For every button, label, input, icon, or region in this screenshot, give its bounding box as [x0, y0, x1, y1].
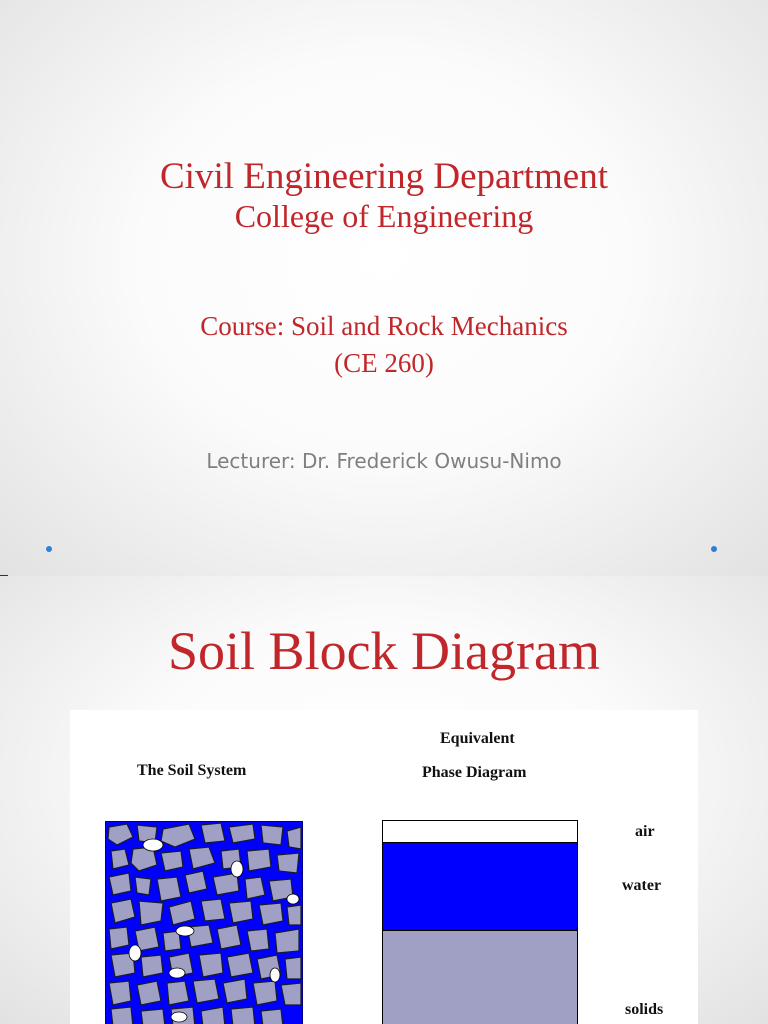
- phase-diagram: [382, 820, 578, 1024]
- slide-title: Soil Block Diagram: [168, 621, 600, 681]
- phase-solids-block: [383, 931, 577, 1024]
- phase-air-label: air: [635, 823, 655, 840]
- bullet-dot-icon: [46, 546, 52, 552]
- bullet-dot-icon: [711, 546, 717, 552]
- phase-solids-label: solids: [625, 1001, 664, 1018]
- soil-system-label: The Soil System: [137, 762, 247, 779]
- lecturer-name: Lecturer: Dr. Frederick Owusu-Nimo: [206, 449, 562, 473]
- phase-diagram-label: Phase Diagram: [422, 764, 527, 781]
- equivalent-label: Equivalent: [440, 730, 515, 747]
- course-name: Course: Soil and Rock Mechanics: [200, 311, 568, 341]
- phase-water-block: [383, 843, 577, 931]
- phase-water-label: water: [622, 877, 662, 894]
- slide-title: Civil Engineering Department: [160, 156, 608, 197]
- soil-block-figure: [70, 710, 698, 1024]
- phase-air-block: [383, 821, 577, 843]
- soil-block-slide: [0, 576, 768, 1024]
- soil-system-illustration: [105, 821, 303, 1024]
- course-code: (CE 260): [334, 348, 434, 378]
- slide-subtitle: College of Engineering: [234, 198, 534, 234]
